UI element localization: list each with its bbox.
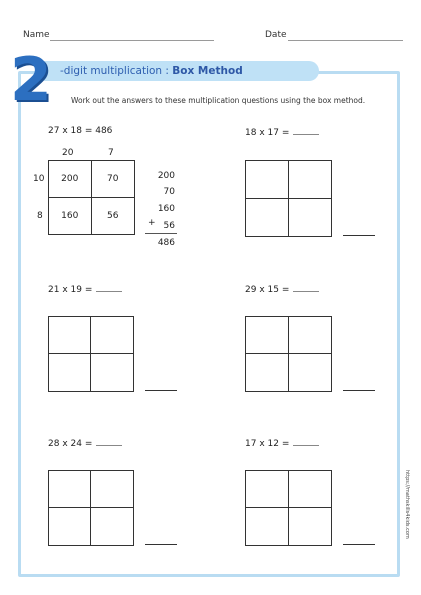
example-addend: 160	[157, 204, 175, 214]
example-addend: 70	[163, 187, 175, 197]
box-cell[interactable]	[289, 199, 332, 237]
problem-box-grid[interactable]	[245, 470, 332, 546]
box-cell[interactable]	[49, 471, 91, 508]
problem-question-text: 21 x 19 =	[48, 285, 93, 295]
name-field[interactable]	[50, 40, 214, 41]
problem-question-text: 28 x 24 =	[48, 439, 93, 449]
question-answer-blank[interactable]	[96, 283, 122, 292]
question-answer-blank[interactable]	[293, 437, 319, 446]
box-cell[interactable]	[91, 317, 133, 354]
example-sum-rule	[145, 233, 177, 234]
side-url: https://mathskills4kids.com	[404, 470, 410, 539]
box-cell[interactable]	[49, 317, 91, 354]
problem-question-text: 17 x 12 =	[245, 439, 290, 449]
box-cell[interactable]	[289, 354, 332, 391]
date-label: Date	[265, 30, 287, 40]
final-answer-line[interactable]	[145, 390, 177, 391]
example-box-grid	[48, 160, 135, 235]
final-answer-line[interactable]	[343, 544, 375, 545]
example-row-header: 10	[33, 174, 45, 184]
box-cell[interactable]	[246, 161, 289, 199]
example-plus-sign: +	[148, 218, 156, 228]
date-field[interactable]	[288, 40, 403, 41]
final-answer-line[interactable]	[343, 390, 375, 391]
question-answer-blank[interactable]	[293, 283, 319, 292]
box-cell[interactable]	[246, 508, 289, 545]
problem-question	[48, 437, 122, 449]
box-cell[interactable]	[49, 354, 91, 391]
example-addend: 56	[163, 221, 175, 231]
problem-question	[48, 283, 122, 295]
box-cell[interactable]	[91, 471, 133, 508]
question-answer-blank[interactable]	[96, 437, 122, 446]
problem-box-grid[interactable]	[245, 316, 332, 392]
problem-box-grid[interactable]	[48, 470, 134, 546]
example-total: 486	[157, 238, 175, 248]
box-cell[interactable]	[246, 471, 289, 508]
box-cell[interactable]	[246, 199, 289, 237]
example-cell: 56	[107, 210, 119, 221]
title-prefix: -digit multiplication :	[60, 65, 173, 77]
final-answer-line[interactable]	[343, 235, 375, 236]
name-label: Name	[23, 30, 50, 40]
question-answer-blank[interactable]	[293, 126, 319, 135]
box-cell[interactable]	[289, 471, 332, 508]
example-cell: 160	[49, 198, 92, 235]
example-col-header: 20	[62, 148, 74, 158]
problem-question-text: 29 x 15 =	[245, 285, 290, 295]
problem-box-grid[interactable]	[245, 160, 332, 237]
box-cell[interactable]	[289, 161, 332, 199]
page-title	[60, 65, 243, 77]
box-cell[interactable]	[289, 508, 332, 545]
instructions: Work out the answers to these multiplication questions using the box method.	[71, 96, 366, 105]
title-emphasis: Box Method	[172, 65, 243, 77]
box-cell[interactable]	[49, 508, 91, 545]
box-cell[interactable]	[246, 354, 289, 391]
final-answer-line[interactable]	[145, 544, 177, 545]
box-cell[interactable]	[91, 508, 133, 545]
box-cell[interactable]	[289, 317, 332, 354]
example-col-header: 7	[108, 148, 114, 158]
title-digit: 2	[10, 45, 52, 115]
example-question: 27 x 18 = 486	[48, 126, 113, 136]
problem-question	[245, 437, 319, 449]
example-row-header: 8	[37, 211, 43, 221]
example-cell: 200	[49, 161, 92, 198]
problem-question	[245, 283, 319, 295]
problem-box-grid[interactable]	[48, 316, 134, 392]
problem-question-text: 18 x 17 =	[245, 128, 290, 138]
example-addend: 200	[157, 171, 175, 181]
example-cell: 70	[92, 161, 135, 198]
problem-question	[245, 126, 319, 138]
box-cell[interactable]	[91, 354, 133, 391]
box-cell[interactable]	[246, 317, 289, 354]
